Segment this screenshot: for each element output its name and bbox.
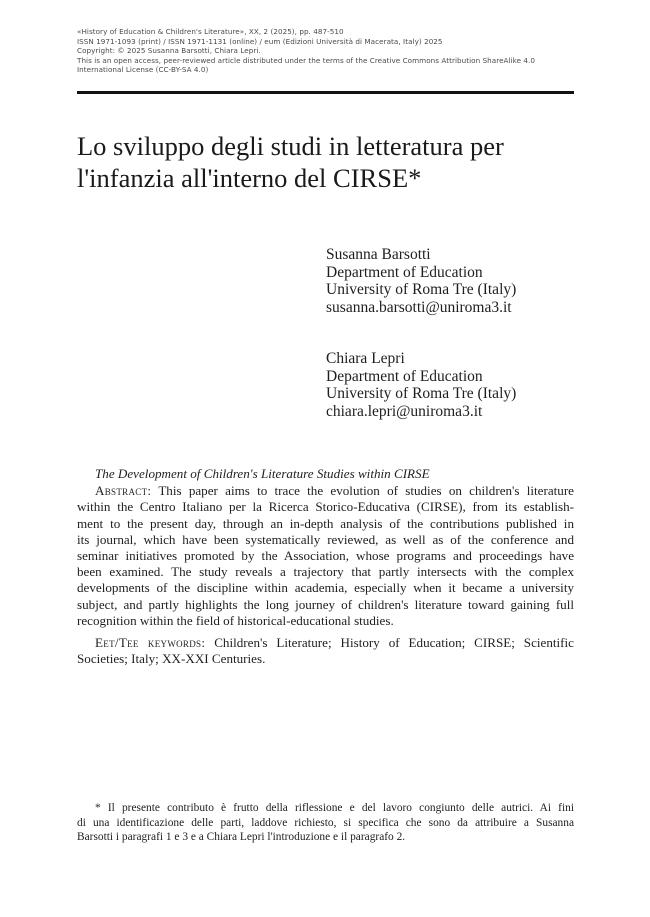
title-line-1: Lo sviluppo degli studi in letteratura per xyxy=(77,131,504,161)
footnote xyxy=(77,801,574,845)
header-issn: ISSN 1971-1093 (print) / ISSN 1971-1131 (online) / eum (Edizioni Università di Macerata, Italy) 2025 xyxy=(77,36,443,46)
title-line-2: l'infanzia all'interno del CIRSE* xyxy=(77,163,422,193)
abstract-label: Abstract: xyxy=(95,483,152,499)
header-citation: «History of Education & Children's Literature», XX, 2 (2025), pp. 487-510 xyxy=(77,27,344,36)
abstract-line: Abstract: This paper aims to trace the evolution of studies on children's literature xyxy=(95,483,574,499)
keywords-label: Eet/Tee keywords: xyxy=(95,635,206,651)
author-university: University of Roma Tre (Italy) xyxy=(326,385,517,402)
keywords-paragraph xyxy=(77,635,574,667)
journal-header xyxy=(77,27,574,75)
author-name: Chiara Lepri xyxy=(326,350,405,367)
abstract-line: recognition within the field of historical-educational studies. xyxy=(77,612,394,628)
abstract-line: been examined. The study reveals a trajectory that partly intersects with the complex xyxy=(77,564,574,580)
author-block-2 xyxy=(326,350,516,420)
footnote-line: di una identificazione delle parti, laddove richiesto, si specifica che sono da attribuire a Susanna xyxy=(77,816,574,829)
keywords-line: Societies; Italy; XX-XXI Centuries. xyxy=(77,651,266,667)
english-title: The Development of Children's Literature Studies within CIRSE xyxy=(95,466,430,481)
abstract-paragraph xyxy=(77,483,574,629)
abstract-line: ment to the present day, through an in-depth analysis of the contributions published in xyxy=(77,515,574,531)
header-copyright: Copyright: © 2025 Susanna Barsotti, Chiara Lepri. xyxy=(77,46,261,56)
article-title xyxy=(77,130,587,194)
abstract-line: developments of the discipline within academia, especially when it became a university xyxy=(77,580,574,596)
author-department: Department of Education xyxy=(326,367,483,385)
abstract-line: its journal, which have been systematically reviewed, as well as of the conference and xyxy=(77,531,574,547)
author-email[interactable]: susanna.barsotti@uniroma3.it xyxy=(326,298,512,316)
footnote-line: Barsotti i paragrafi 1 e 3 e a Chiara Lepri l'introduzione e il paragrafo 2. xyxy=(77,831,406,844)
author-name: Susanna Barsotti xyxy=(326,246,431,263)
abstract-section xyxy=(77,466,574,667)
abstract-line: subject, and partly highlights the long journey of children's literature toward gaining full xyxy=(77,596,574,612)
author-block-1 xyxy=(326,246,516,316)
abstract-line: within the Centro Italiano per la Ricerca Storico-Educativa (CIRSE), from its establish- xyxy=(77,499,574,515)
keywords-line: Eet/Tee keywords: Children's Literature; History of Education; CIRSE; Scientific xyxy=(95,635,574,651)
header-license: This is an open access, peer-reviewed article distributed under the terms of the Creative Commons Attribution ShareAlike 4.0 xyxy=(77,55,535,65)
abstract-line: seminar initiatives promoted by the Association, whose programs and proceedings have xyxy=(77,548,574,564)
footnote-line: * Il presente contributo è frutto della riflessione e del lavoro congiunto delle autrici. Ai fini xyxy=(95,802,574,814)
header-license-cont: International License (CC-BY-SA 4.0) xyxy=(77,65,209,75)
header-rule xyxy=(77,91,574,94)
author-email[interactable]: chiara.lepri@uniroma3.it xyxy=(326,402,483,420)
author-department: Department of Education xyxy=(326,263,483,281)
author-university: University of Roma Tre (Italy) xyxy=(326,281,517,298)
